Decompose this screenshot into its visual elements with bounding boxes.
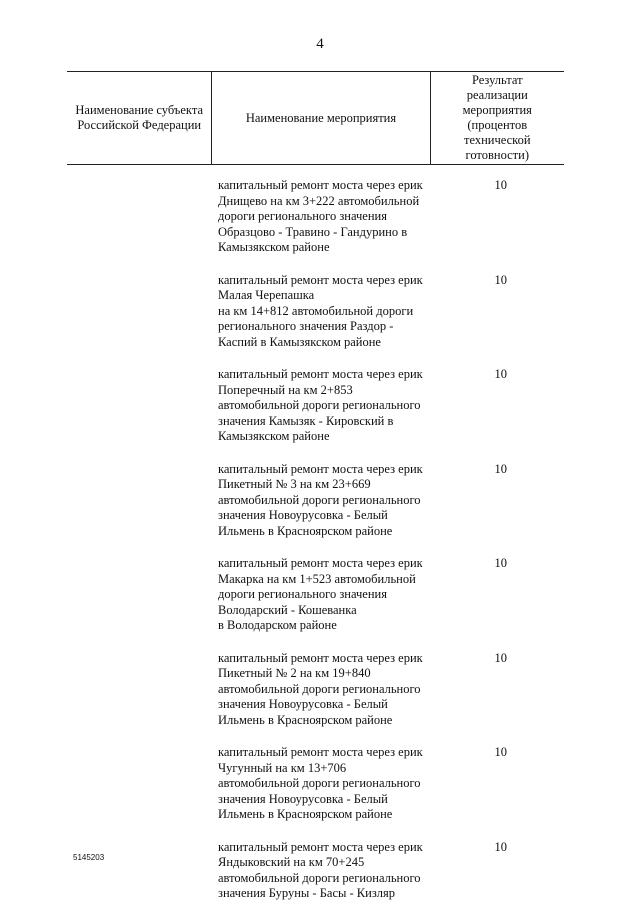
result-value: 10	[494, 367, 507, 381]
table-body	[218, 178, 564, 919]
result-value: 10	[494, 178, 507, 192]
result-value: 10	[494, 461, 507, 476]
event-text: капитальный ремонт моста через ерик Пикетный № 3 на км 23+669 автомобильной дороги регионального значения Новоурусовка - Белый Ильмень в Красноярском районе	[218, 461, 423, 538]
event-text: капитальный ремонт моста через ерик Пикетный № 2 на км 19+840 автомобильной дороги регионального значения Новоурусовка - Белый Ильмень в Красноярском районе	[218, 650, 423, 727]
table-row	[218, 178, 564, 256]
table-row	[218, 273, 564, 351]
header-event-label: Наименование мероприятия	[245, 110, 397, 125]
event-text: капитальный ремонт моста через ерик Малая Черепашка на км 14+812 автомобильной дороги регионального значения Раздор - Каспий в Камызякском районе	[218, 272, 423, 349]
event-text: капитальный ремонт моста через ерик Днищево на км 3+222 автомобильной дороги регионального значения Образцово - Травино - Гандурино в Камызякском районе	[218, 178, 423, 254]
header-result	[431, 72, 564, 164]
result-value: 10	[494, 839, 507, 854]
table-header	[67, 71, 564, 165]
result-value: 10	[494, 745, 507, 759]
result-value: 10	[494, 272, 507, 287]
event-text: капитальный ремонт моста через ерик Яндыковский на км 70+245 автомобильной дороги регионального значения Буруны - Басы - Кизляр	[218, 839, 423, 900]
document-code: 5145203	[73, 853, 105, 862]
event-text: капитальный ремонт моста через ерик Поперечный на км 2+853 автомобильной дороги регионального значения Камызяк - Кировский в Камызякском районе	[218, 367, 423, 443]
event-text: капитальный ремонт моста через ерик Чугунный на км 13+706 автомобильной дороги регионального значения Новоурусовка - Белый Ильмень в Красноярском районе	[218, 745, 423, 821]
page-number: 4	[316, 36, 324, 52]
event-text: капитальный ремонт моста через ерик Макарка на км 1+523 автомобильной дороги регионального значения Володарский - Кошеванка в Володарском районе	[218, 556, 423, 632]
table-row	[218, 745, 564, 823]
header-result-label: Результат реализации мероприятия (процентов технической готовности)	[462, 73, 532, 162]
result-value: 10	[494, 556, 507, 570]
table-row	[218, 651, 564, 729]
table-row	[218, 556, 564, 634]
table-row	[218, 367, 564, 445]
table-row	[218, 462, 564, 540]
table-row	[218, 840, 564, 902]
header-subject	[67, 72, 212, 164]
result-value: 10	[494, 650, 507, 665]
header-subject-label: Наименование субъекта Российской Федерации	[75, 103, 204, 132]
header-event	[212, 72, 430, 164]
